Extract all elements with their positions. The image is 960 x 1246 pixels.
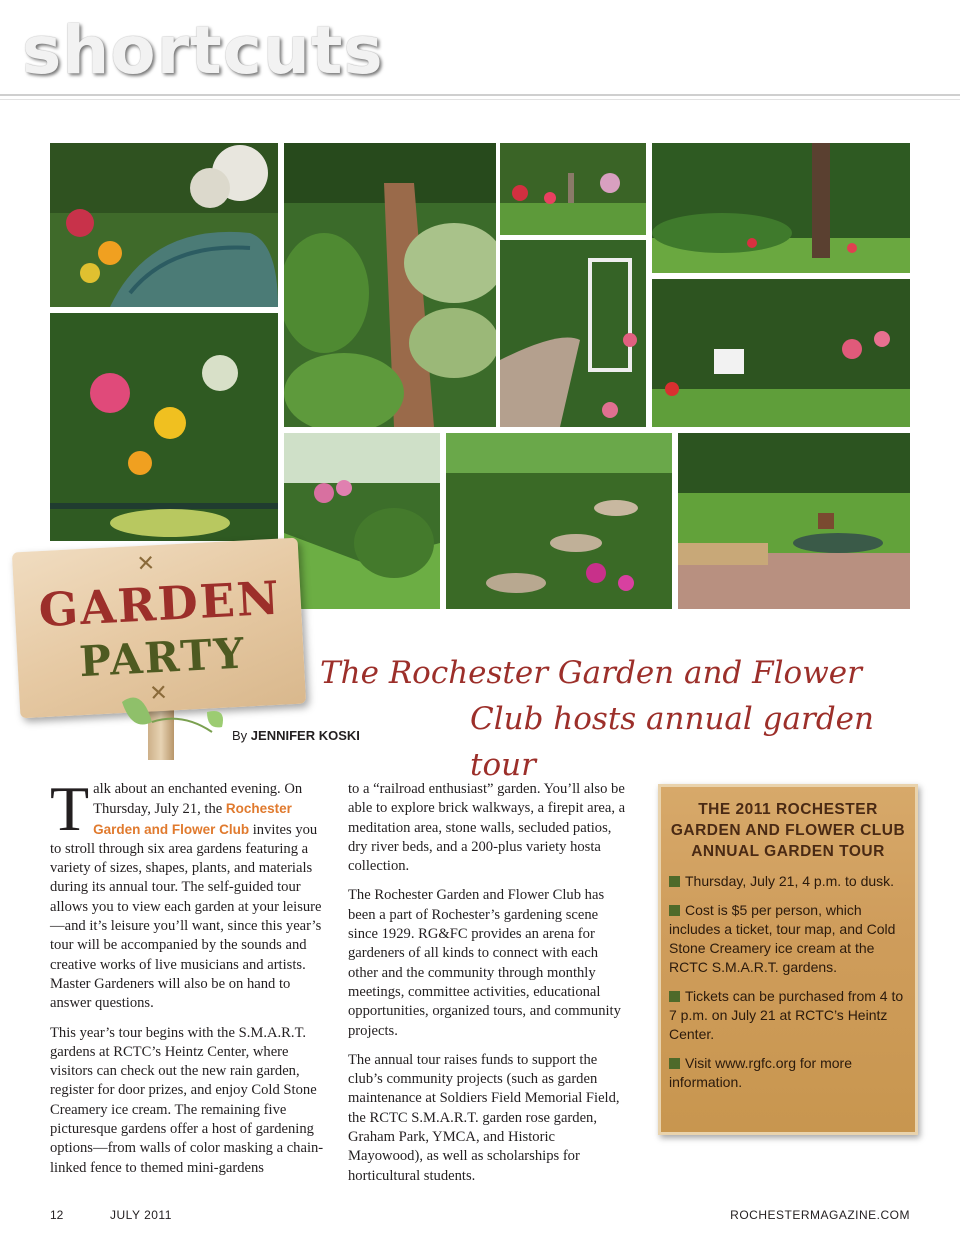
article-paragraph: The Rochester Garden and Flower Club has been a part of Rochester’s gardening scene since 1929. RG&FC provides an arena for gardeners of all kinds to connect with each other and the community through monthly meetings, committee activities, educational opportunities, organized tours, and community projects. <box>348 887 621 1039</box>
bullet-icon <box>669 991 680 1002</box>
sign-nail-icon: ✕ <box>135 551 156 578</box>
article-paragraph: The annual tour raises funds to support the club’s community projects (such as garden maintenance at Soldiers Field Memorial Field, the RCTC S.M.A.R.T. garden rose garden, Graham Park, YMCA, and Historic Mayowood), as well as scholarships for horticultural students. <box>348 1051 620 1184</box>
garden-photo-stepping-stones <box>446 433 672 609</box>
sign-title-garden: GARDEN <box>37 570 283 638</box>
headline-line-2: Club hosts annual garden tour <box>470 701 874 783</box>
article-paragraph: This year’s tour begins with the S.M.A.R.T. gardens at RCTC’s Heintz Center, where visitors can check out the new rain garden, register for door prizes, and enjoy Cold Stone Creamery ice cream. The remaining five picturesque gardens offer a host of gardening options—from walls of color masking a chain-linked fence to themed mini-gardens <box>50 1024 324 1176</box>
garden-photo-hosta-steps <box>284 143 496 427</box>
sidebar-item-text: Cost is $5 per person, which includes a ticket, tour map, and Cold Stone Creamery ice cream at the RCTC S.M.A.R.T. gardens. <box>669 902 896 975</box>
garden-photo-bench <box>50 143 278 307</box>
byline-prefix: By <box>232 728 248 743</box>
byline <box>232 728 360 743</box>
sidebar-item <box>669 872 907 891</box>
sidebar-item-text: Tickets can be purchased from 4 to 7 p.m. on July 21 at RCTC’s Heintz Center. <box>669 988 904 1042</box>
garden-photo-arbor-path <box>500 240 646 427</box>
bullet-icon <box>669 905 680 916</box>
bullet-icon <box>669 1058 680 1069</box>
drop-cap: T <box>50 773 90 844</box>
magazine-website[interactable]: ROCHESTERMAGAZINE.COM <box>730 1208 910 1222</box>
paragraph-text: invites you to stroll through six area gardens featuring a variety of sizes, shapes, plants, and materials during its annual tour. The self-guided tour allows you to view each garden at your leisure—and it’s leisure you’ll want, since this year’s tour will be accompanied by the sounds and creative works of live musicians and artists. Master Gardeners will also be on hand to answer questions. <box>50 821 322 1012</box>
article-column-2 <box>348 780 626 1196</box>
article-headline <box>300 650 940 788</box>
page-number: 12 <box>50 1208 64 1222</box>
headline-line-1: The Rochester Garden and Flower <box>320 655 862 691</box>
paragraph-text: alk about an enchanted evening. On Thursday, July 21, the <box>93 781 303 818</box>
garden-photo-adirondack <box>652 279 910 427</box>
sidebar-item[interactable] <box>669 1054 907 1092</box>
garden-photo-lawn-border <box>284 433 440 609</box>
article-paragraph <box>50 773 330 1014</box>
tour-info-sidebar <box>658 784 918 1135</box>
article-column-1 <box>50 773 330 1188</box>
garden-photo-patio-table <box>678 433 910 609</box>
garden-photo-tree-bed <box>652 143 910 273</box>
sidebar-item-text: Thursday, July 21, 4 p.m. to dusk. <box>685 873 895 889</box>
sidebar-item <box>669 987 907 1044</box>
issue-date: JULY 2011 <box>110 1208 172 1222</box>
club-name-highlight: Rochester Garden and Flower Club <box>93 801 292 837</box>
byline-author: JENNIFER KOSKI <box>250 728 360 743</box>
article-paragraph: to a “railroad enthusiast” garden. You’ll also be able to explore brick walkways, a firepit area, a meditation area, stone walls, secluded patios, dry river beds, and a 200-plus variety hosta collection. <box>348 781 626 875</box>
header-rule-2 <box>0 99 960 100</box>
sign-title-party: PARTY <box>78 628 247 687</box>
sign-nail-icon: ✕ <box>148 680 169 707</box>
garden-photo-fence-flowers <box>50 313 278 541</box>
section-label: shortcuts <box>22 12 384 89</box>
garden-photo-birdbath <box>500 143 646 235</box>
header-rule <box>0 94 960 96</box>
leaf-icon <box>112 692 232 752</box>
bullet-icon <box>669 876 680 887</box>
sidebar-item <box>669 901 907 977</box>
sidebar-title: THE 2011 ROCHESTER GARDEN AND FLOWER CLUB ANNUAL GARDEN TOUR <box>670 801 906 860</box>
sidebar-item-text: Visit www.rgfc.org for more information. <box>669 1055 853 1090</box>
